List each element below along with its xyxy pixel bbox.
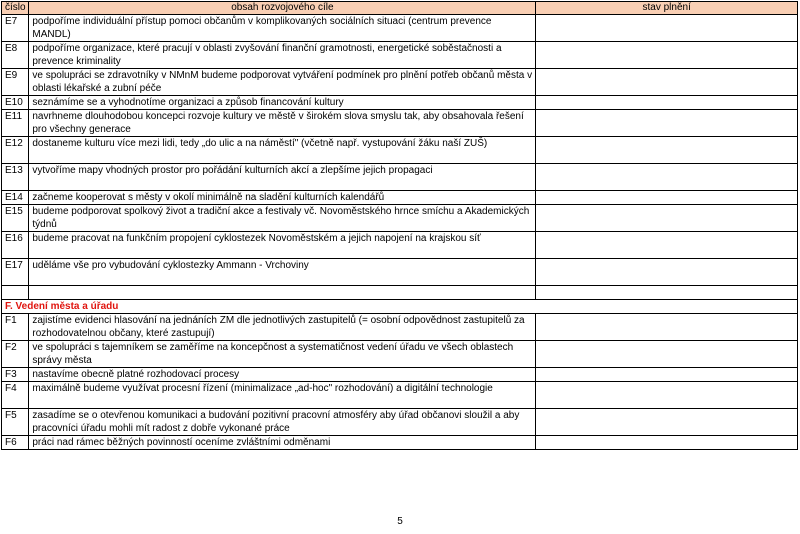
row-id: E9 (2, 69, 29, 96)
row-status (536, 382, 798, 409)
row-text: nastavíme obecně platné rozhodovací procesy (29, 368, 536, 382)
header-content: obsah rozvojového cíle (29, 2, 536, 15)
row-text: maximálně budeme využívat procesní řízení (minimalizace „ad-hoc" rozhodování) a digitální technologie (29, 382, 536, 409)
row-text: zajistíme evidenci hlasování na jednáních ZM dle jednotlivých zastupitelů (= osobní odpovědnost zastupitelů za rozhodovatelnou občany, které zastupují) (29, 314, 536, 341)
section-row (2, 300, 798, 314)
table-row (2, 137, 798, 164)
row-id: E17 (2, 259, 29, 286)
row-status (536, 96, 798, 110)
row-status (536, 69, 798, 96)
table-row (2, 368, 798, 382)
header-id: číslo (2, 2, 29, 15)
table-row (2, 409, 798, 436)
row-id: E12 (2, 137, 29, 164)
row-id: E7 (2, 15, 29, 42)
table-row (2, 42, 798, 69)
empty-cell (2, 286, 29, 300)
row-text: ve spolupráci se zdravotníky v NMnM budeme podporovat vytváření podmínek pro plnění potřeb občanů města v oblasti lékařské a zubní péče (29, 69, 536, 96)
table-row (2, 15, 798, 42)
row-status (536, 436, 798, 450)
row-text: ve spolupráci s tajemníkem se zaměříme na koncepčnost a systematičnost vedení úřadu ve všech oblastech správy města (29, 341, 536, 368)
table-header-row (2, 2, 798, 15)
row-status (536, 191, 798, 205)
row-status (536, 110, 798, 137)
row-status (536, 368, 798, 382)
row-id: E8 (2, 42, 29, 69)
row-id: F1 (2, 314, 29, 341)
section-title: F. Vedení města a úřadu (2, 300, 798, 314)
row-id: F5 (2, 409, 29, 436)
row-text: práci nad rámec běžných povinností oceníme zvláštními odměnami (29, 436, 536, 450)
table-row (2, 164, 798, 191)
row-text: začneme kooperovat s městy v okolí minimálně na sladění kulturních kalendářů (29, 191, 536, 205)
row-text: seznámíme se a vyhodnotíme organizaci a způsob financování kultury (29, 96, 536, 110)
table-row (2, 314, 798, 341)
table-row (2, 341, 798, 368)
row-status (536, 15, 798, 42)
row-text: podpoříme individuální přístup pomoci občanům v komplikovaných sociálních situaci (centrum prevence MANDL) (29, 15, 536, 42)
row-status (536, 137, 798, 164)
row-status (536, 42, 798, 69)
row-text: zasadíme se o otevřenou komunikaci a budování pozitivní pracovní atmosféry aby úřad občanovi sloužil a aby pracovníci úřadu mohli mít radost z dobře vykonané práce (29, 409, 536, 436)
row-id: E15 (2, 205, 29, 232)
row-id: F6 (2, 436, 29, 450)
row-status (536, 164, 798, 191)
row-id: E14 (2, 191, 29, 205)
table-row (2, 259, 798, 286)
row-status (536, 232, 798, 259)
row-id: E16 (2, 232, 29, 259)
table-row (2, 69, 798, 96)
row-text: budeme podporovat spolkový život a tradiční akce a festivaly vč. Novoměstského hrnce smíchu a Akademických týdnů (29, 205, 536, 232)
row-status (536, 314, 798, 341)
row-text: navrhneme dlouhodobou koncepci rozvoje kultury ve městě v širokém slova smyslu tak, aby obsahovala řešení pro všechny generace (29, 110, 536, 137)
row-id: F2 (2, 341, 29, 368)
row-status (536, 205, 798, 232)
empty-cell (536, 286, 798, 300)
empty-cell (29, 286, 536, 300)
row-text: uděláme vše pro vybudování cyklostezky Ammann - Vrchoviny (29, 259, 536, 286)
table-row (2, 110, 798, 137)
row-id: E10 (2, 96, 29, 110)
table-row (2, 436, 798, 450)
page-number: 5 (397, 516, 403, 527)
row-text: budeme pracovat na funkčním propojení cyklostezek Novoměstském a jejich napojení na krajskou síť (29, 232, 536, 259)
row-text: dostaneme kulturu více mezi lidi, tedy „do ulic a na náměstí" (včetně např. vystupování žáku naší ZUŠ) (29, 137, 536, 164)
table-row (2, 232, 798, 259)
row-status (536, 341, 798, 368)
row-status (536, 409, 798, 436)
table-row (2, 382, 798, 409)
row-id: E13 (2, 164, 29, 191)
row-text: podpoříme organizace, které pracují v oblasti zvyšování finanční gramotnosti, energetické soběstačnosti a prevence kriminality (29, 42, 536, 69)
table-row (2, 96, 798, 110)
goals-table (1, 1, 798, 450)
table-row (2, 191, 798, 205)
empty-row (2, 286, 798, 300)
row-id: E11 (2, 110, 29, 137)
row-id: F3 (2, 368, 29, 382)
row-status (536, 259, 798, 286)
table-row (2, 205, 798, 232)
row-id: F4 (2, 382, 29, 409)
row-text: vytvoříme mapy vhodných prostor pro pořádání kulturních akcí a zlepšíme jejich propagaci (29, 164, 536, 191)
header-status: stav plnění (536, 2, 798, 15)
